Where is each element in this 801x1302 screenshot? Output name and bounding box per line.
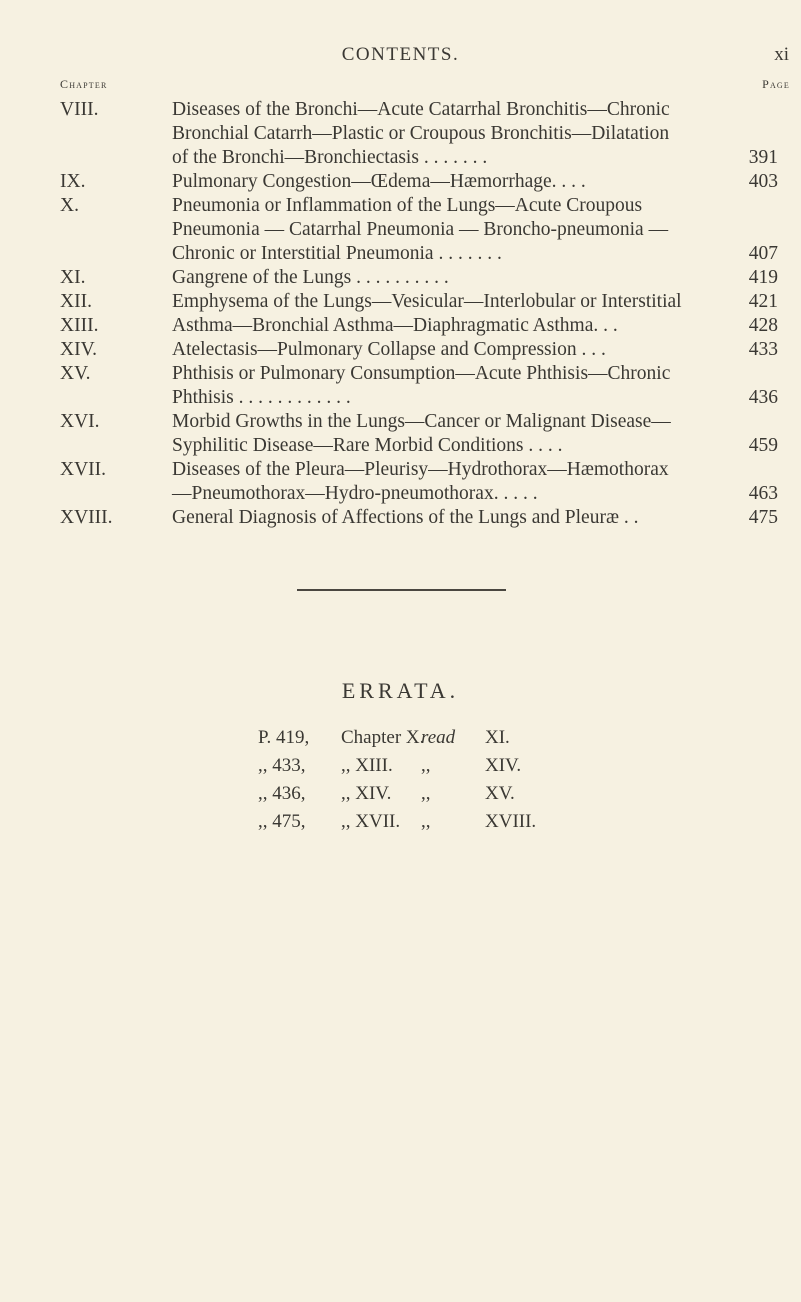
chapter-title-line: Syphilitic Disease—Rare Morbid Conditions . . . . (172, 435, 563, 456)
chapter-title-line: Diseases of the Bronchi—Acute Catarrhal Bronchitis—Chronic (172, 99, 670, 120)
page-column-heading: Page (762, 77, 790, 91)
chapter-title-line: Gangrene of the Lungs . . . . . . . . . . (172, 267, 449, 288)
errata-correction: XI. (485, 727, 510, 748)
chapter-page-number: 436 (748, 387, 778, 408)
chapter-title-line: Chronic or Interstitial Pneumonia . . . . . . . (172, 243, 502, 264)
toc-entry (60, 266, 778, 290)
errata-page-ref: P. 419, (258, 727, 310, 748)
toc-entry (60, 338, 778, 362)
chapter-number: IX. (60, 171, 86, 192)
chapter-number: XIV. (60, 339, 98, 360)
chapter-number: XV. (60, 363, 91, 384)
running-head-title: CONTENTS. (341, 44, 460, 65)
toc-entry (60, 98, 778, 170)
chapter-page-number: 391 (748, 147, 778, 168)
chapter-title-line: Asthma—Bronchial Asthma—Diaphragmatic Asthma. . . (172, 315, 618, 336)
chapter-title-line: Pneumonia — Catarrhal Pneumonia — Broncho-pneumonia — (172, 219, 669, 240)
chapter-title-line: Bronchial Catarrh—Plastic or Croupous Bronchitis—Dilatation (172, 123, 670, 144)
chapter-number: X. (60, 195, 79, 216)
chapter-number: XI. (60, 267, 86, 288)
errata-chapter: ,, XIV. (341, 783, 392, 804)
errata-correction: XVIII. (485, 811, 537, 832)
errata-read: ,, (421, 755, 431, 776)
chapter-page-number: 433 (748, 339, 778, 360)
chapter-title-line: —Pneumothorax—Hydro-pneumothorax. . . . . (172, 483, 538, 504)
chapter-column-heading: Chapter (60, 77, 108, 91)
section-divider (297, 589, 506, 591)
toc-entry (60, 314, 778, 338)
errata-read: ,, (421, 811, 431, 832)
errata-chapter: ,, XIII. (341, 755, 393, 776)
toc-entry (60, 410, 778, 458)
toc-entry (60, 362, 778, 410)
table-of-contents (60, 98, 778, 530)
chapter-title-line: Morbid Growths in the Lungs—Cancer or Malignant Disease— (172, 411, 671, 432)
errata-heading: ERRATA. (341, 678, 460, 703)
chapter-title-line: Diseases of the Pleura—Pleurisy—Hydrothorax—Hæmothorax (172, 459, 669, 480)
errata-page-ref: ,, 475, (258, 811, 306, 832)
chapter-number: XVII. (60, 459, 107, 480)
chapter-number: XIII. (60, 315, 99, 336)
chapter-page-number: 403 (748, 171, 778, 192)
chapter-title-line: Phthisis . . . . . . . . . . . . (172, 387, 351, 408)
errata-read: read (421, 727, 456, 748)
toc-entry (60, 194, 778, 266)
chapter-page-number: 419 (748, 267, 778, 288)
errata-chapter: ,, XVII. (341, 811, 401, 832)
chapter-title-line: Emphysema of the Lungs—Vesicular—Interlobular or Interstitial (172, 291, 682, 312)
toc-entry (60, 506, 778, 530)
chapter-number: XVIII. (60, 507, 113, 528)
page-number-roman: xi (774, 44, 789, 65)
chapter-number: XII. (60, 291, 92, 312)
chapter-page-number: 463 (748, 483, 778, 504)
errata-page-ref: ,, 436, (258, 783, 306, 804)
errata-page-ref: ,, 433, (258, 755, 306, 776)
toc-entry (60, 458, 778, 506)
chapter-page-number: 428 (748, 315, 778, 336)
chapter-number: VIII. (60, 99, 99, 120)
chapter-page-number: 407 (748, 243, 778, 264)
chapter-title-line: Pulmonary Congestion—Œdema—Hæmorrhage. . . . (172, 171, 586, 192)
chapter-number: XVI. (60, 411, 100, 432)
errata-read: ,, (421, 783, 431, 804)
chapter-title-line: Phthisis or Pulmonary Consumption—Acute Phthisis—Chronic (172, 363, 671, 384)
chapter-page-number: 475 (748, 507, 778, 528)
toc-entry (60, 170, 778, 194)
chapter-page-number: 421 (748, 291, 778, 312)
errata-correction: XV. (485, 783, 515, 804)
errata-chapter: Chapter X. (341, 727, 425, 748)
errata-correction: XIV. (485, 755, 522, 776)
chapter-title-line: of the Bronchi—Bronchiectasis . . . . . . . (172, 147, 488, 168)
chapter-page-number: 459 (748, 435, 778, 456)
toc-entry (60, 290, 778, 314)
chapter-title-line: Atelectasis—Pulmonary Collapse and Compression . . . (172, 339, 606, 360)
chapter-title-line: General Diagnosis of Affections of the Lungs and Pleuræ . . (172, 507, 639, 528)
chapter-title-line: Pneumonia or Inflammation of the Lungs—Acute Croupous (172, 195, 643, 216)
